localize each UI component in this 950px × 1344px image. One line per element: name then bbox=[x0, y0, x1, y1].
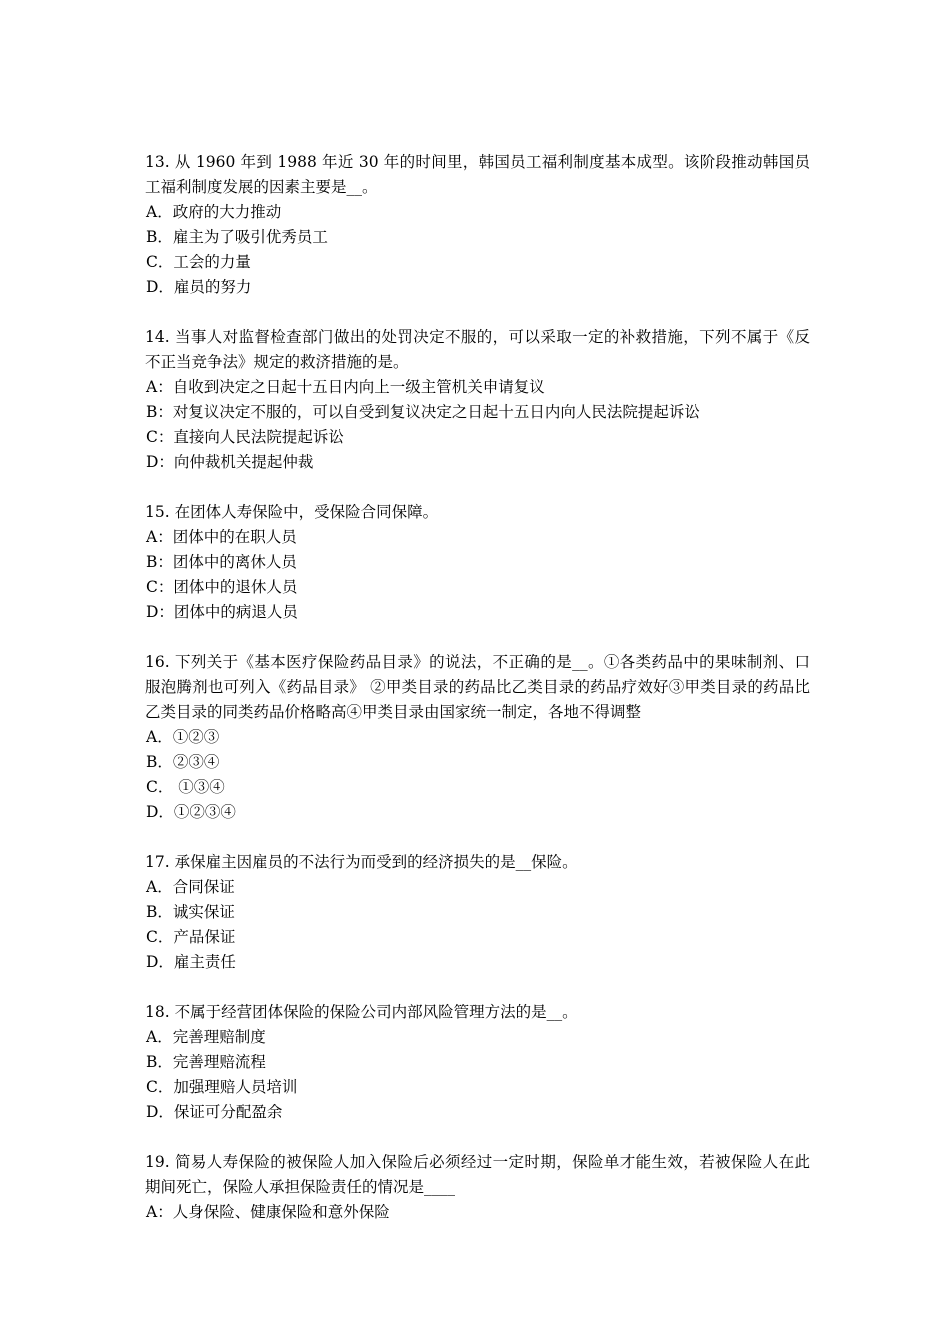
question-15 bbox=[145, 500, 810, 625]
option-list bbox=[145, 1025, 810, 1125]
option-c: C．加强理赔人员培训 bbox=[146, 1078, 298, 1096]
option-d: D．雇员的努力 bbox=[146, 278, 252, 296]
option-b: B．雇主为了吸引优秀员工 bbox=[146, 228, 328, 246]
option-b: B：团体中的离休人员 bbox=[146, 553, 297, 571]
question-16 bbox=[145, 650, 810, 825]
option-a: A．合同保证 bbox=[146, 878, 235, 896]
option-c: C：团体中的退休人员 bbox=[146, 578, 298, 596]
option-a: A．政府的大力推动 bbox=[146, 203, 282, 221]
question-18 bbox=[145, 1000, 810, 1125]
option-list bbox=[145, 875, 810, 975]
option-a: A．①②③ bbox=[146, 728, 220, 746]
option-c: C．工会的力量 bbox=[146, 253, 251, 271]
question-14 bbox=[145, 325, 810, 475]
option-list bbox=[145, 200, 810, 300]
option-b: B．完善理赔流程 bbox=[146, 1053, 266, 1071]
question-stem: 18. 不属于经营团体保险的保险公司内部风险管理方法的是__。 bbox=[145, 1003, 578, 1021]
option-list bbox=[145, 525, 810, 625]
option-list bbox=[145, 725, 810, 825]
question-17 bbox=[145, 850, 810, 975]
question-stem: 17. 承保雇主因雇员的不法行为而受到的经济损失的是__保险。 bbox=[145, 853, 578, 871]
option-b: B．诚实保证 bbox=[146, 903, 235, 921]
option-b: B．②③④ bbox=[146, 753, 220, 771]
question-stem: 15. 在团体人寿保险中，受保险合同保障。 bbox=[145, 503, 439, 521]
question-13 bbox=[145, 150, 810, 300]
question-list bbox=[145, 150, 810, 1250]
option-a: A：团体中的在职人员 bbox=[146, 528, 297, 546]
option-d: D：向仲裁机关提起仲裁 bbox=[146, 453, 314, 471]
option-list bbox=[145, 375, 810, 475]
question-19 bbox=[145, 1150, 810, 1225]
option-a: A．完善理赔制度 bbox=[146, 1028, 266, 1046]
question-stem: 16. 下列关于《基本医疗保险药品目录》的说法，不正确的是__。①各类药品中的果味制剂、口服泡腾剂也可列入《药品目录》 ②甲类目录的药品比乙类目录的药品疗效好③甲类目录的药品比乙类目录的同类药品价格略高④甲类目录由国家统一制定，各地不得调整 bbox=[145, 653, 810, 721]
option-a: A：人身保险、健康保险和意外保险 bbox=[146, 1203, 390, 1221]
option-d: D．保证可分配盈余 bbox=[146, 1103, 283, 1121]
option-c: C：直接向人民法院提起诉讼 bbox=[146, 428, 344, 446]
question-stem: 19. 简易人寿保险的被保险人加入保险后必须经过一定时期，保险单才能生效，若被保险人在此期间死亡，保险人承担保险责任的情况是____ bbox=[145, 1153, 810, 1196]
option-b: B：对复议决定不服的，可以自受到复议决定之日起十五日内向人民法院提起诉讼 bbox=[146, 403, 700, 421]
option-list bbox=[145, 1200, 810, 1225]
option-c: C． ①③④ bbox=[146, 778, 225, 796]
option-d: D：团体中的病退人员 bbox=[146, 603, 298, 621]
option-d: D．①②③④ bbox=[146, 803, 236, 821]
option-a: A：自收到决定之日起十五日内向上一级主管机关申请复议 bbox=[146, 378, 545, 396]
option-d: D．雇主责任 bbox=[146, 953, 236, 971]
question-stem: 14. 当事人对监督检查部门做出的处罚决定不服的，可以采取一定的补救措施，下列不属于《反不正当竞争法》规定的救济措施的是。 bbox=[145, 328, 810, 371]
question-stem: 13. 从 1960 年到 1988 年近 30 年的时间里，韩国员工福利制度基本成型。该阶段推动韩国员工福利制度发展的因素主要是__。 bbox=[145, 153, 810, 196]
option-c: C．产品保证 bbox=[146, 928, 236, 946]
